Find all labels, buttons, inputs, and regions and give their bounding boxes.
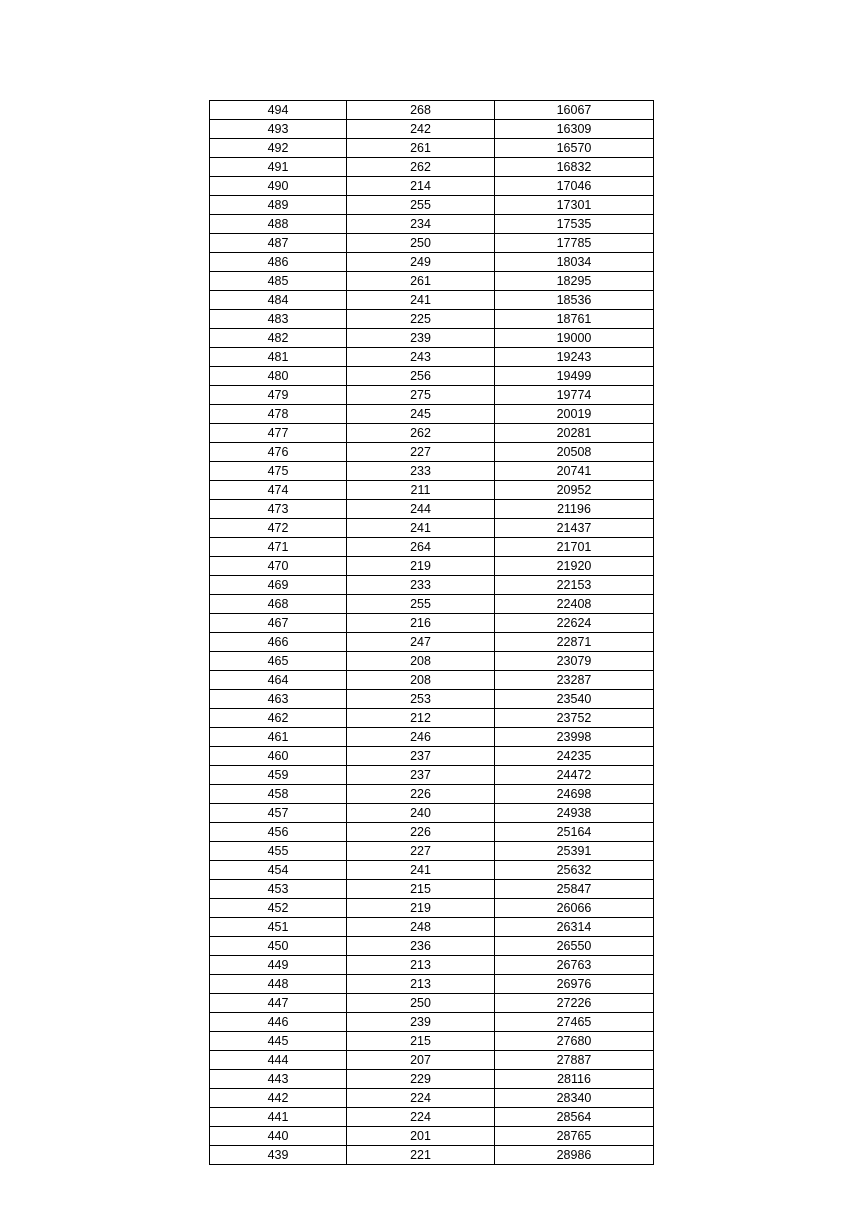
table-cell-count: 226 bbox=[347, 785, 495, 804]
table-cell-cumulative: 20952 bbox=[495, 481, 654, 500]
table-row bbox=[210, 842, 654, 861]
table-row bbox=[210, 861, 654, 880]
table-cell-score: 454 bbox=[210, 861, 347, 880]
table-cell-score: 457 bbox=[210, 804, 347, 823]
table-row bbox=[210, 880, 654, 899]
table-cell-count: 261 bbox=[347, 139, 495, 158]
table-row bbox=[210, 386, 654, 405]
table-cell-score: 465 bbox=[210, 652, 347, 671]
table-row bbox=[210, 310, 654, 329]
table-cell-score: 485 bbox=[210, 272, 347, 291]
table-cell-score: 463 bbox=[210, 690, 347, 709]
table-cell-score: 484 bbox=[210, 291, 347, 310]
table-cell-cumulative: 26976 bbox=[495, 975, 654, 994]
table-cell-cumulative: 28765 bbox=[495, 1127, 654, 1146]
table-cell-cumulative: 26314 bbox=[495, 918, 654, 937]
table-cell-cumulative: 21920 bbox=[495, 557, 654, 576]
table-row bbox=[210, 595, 654, 614]
table-row bbox=[210, 785, 654, 804]
table-cell-cumulative: 18034 bbox=[495, 253, 654, 272]
table-cell-count: 250 bbox=[347, 234, 495, 253]
table-row bbox=[210, 101, 654, 120]
table-row bbox=[210, 652, 654, 671]
table-cell-count: 268 bbox=[347, 101, 495, 120]
table-cell-cumulative: 27465 bbox=[495, 1013, 654, 1032]
table-cell-count: 224 bbox=[347, 1108, 495, 1127]
table-cell-cumulative: 24472 bbox=[495, 766, 654, 785]
table-cell-count: 234 bbox=[347, 215, 495, 234]
table-cell-score: 452 bbox=[210, 899, 347, 918]
table-cell-count: 208 bbox=[347, 652, 495, 671]
table-row bbox=[210, 1089, 654, 1108]
table-row bbox=[210, 918, 654, 937]
table-cell-cumulative: 20281 bbox=[495, 424, 654, 443]
table-cell-score: 440 bbox=[210, 1127, 347, 1146]
table-cell-count: 216 bbox=[347, 614, 495, 633]
table-cell-cumulative: 18536 bbox=[495, 291, 654, 310]
table-cell-score: 450 bbox=[210, 937, 347, 956]
table-cell-count: 248 bbox=[347, 918, 495, 937]
table-cell-cumulative: 27680 bbox=[495, 1032, 654, 1051]
table-cell-cumulative: 25391 bbox=[495, 842, 654, 861]
table-cell-cumulative: 24938 bbox=[495, 804, 654, 823]
table-cell-count: 241 bbox=[347, 861, 495, 880]
table-cell-cumulative: 24235 bbox=[495, 747, 654, 766]
table-cell-score: 480 bbox=[210, 367, 347, 386]
table-row bbox=[210, 424, 654, 443]
table-cell-score: 469 bbox=[210, 576, 347, 595]
table-cell-score: 470 bbox=[210, 557, 347, 576]
table-cell-score: 453 bbox=[210, 880, 347, 899]
table-cell-cumulative: 25847 bbox=[495, 880, 654, 899]
table-row bbox=[210, 1013, 654, 1032]
table-cell-count: 215 bbox=[347, 1032, 495, 1051]
table-row bbox=[210, 633, 654, 652]
table-cell-score: 474 bbox=[210, 481, 347, 500]
table-cell-cumulative: 18295 bbox=[495, 272, 654, 291]
table-cell-score: 459 bbox=[210, 766, 347, 785]
table-cell-cumulative: 26550 bbox=[495, 937, 654, 956]
table-cell-count: 245 bbox=[347, 405, 495, 424]
table-row bbox=[210, 405, 654, 424]
table-cell-count: 233 bbox=[347, 462, 495, 481]
table-row bbox=[210, 177, 654, 196]
table-cell-count: 236 bbox=[347, 937, 495, 956]
table-cell-count: 250 bbox=[347, 994, 495, 1013]
table-cell-cumulative: 26066 bbox=[495, 899, 654, 918]
table-cell-count: 249 bbox=[347, 253, 495, 272]
table-cell-count: 227 bbox=[347, 842, 495, 861]
table-row bbox=[210, 975, 654, 994]
table-cell-count: 253 bbox=[347, 690, 495, 709]
table-cell-count: 255 bbox=[347, 595, 495, 614]
table-cell-count: 201 bbox=[347, 1127, 495, 1146]
table-cell-cumulative: 17535 bbox=[495, 215, 654, 234]
table-cell-score: 458 bbox=[210, 785, 347, 804]
table-row bbox=[210, 272, 654, 291]
table-cell-count: 242 bbox=[347, 120, 495, 139]
table-cell-score: 451 bbox=[210, 918, 347, 937]
table-cell-cumulative: 16570 bbox=[495, 139, 654, 158]
table-cell-cumulative: 25164 bbox=[495, 823, 654, 842]
table-cell-cumulative: 26763 bbox=[495, 956, 654, 975]
table-cell-cumulative: 19243 bbox=[495, 348, 654, 367]
table-cell-score: 486 bbox=[210, 253, 347, 272]
table-row bbox=[210, 1146, 654, 1165]
table-cell-score: 491 bbox=[210, 158, 347, 177]
table-cell-count: 226 bbox=[347, 823, 495, 842]
table-cell-score: 466 bbox=[210, 633, 347, 652]
table-row bbox=[210, 500, 654, 519]
table-cell-cumulative: 18761 bbox=[495, 310, 654, 329]
table-cell-cumulative: 28986 bbox=[495, 1146, 654, 1165]
table-cell-count: 239 bbox=[347, 1013, 495, 1032]
table-cell-score: 490 bbox=[210, 177, 347, 196]
table-cell-count: 213 bbox=[347, 975, 495, 994]
table-row bbox=[210, 196, 654, 215]
table-cell-cumulative: 21437 bbox=[495, 519, 654, 538]
table-cell-cumulative: 27226 bbox=[495, 994, 654, 1013]
table-row bbox=[210, 291, 654, 310]
table-cell-score: 442 bbox=[210, 1089, 347, 1108]
table-row bbox=[210, 766, 654, 785]
table-cell-cumulative: 23079 bbox=[495, 652, 654, 671]
table-cell-count: 239 bbox=[347, 329, 495, 348]
table-cell-count: 211 bbox=[347, 481, 495, 500]
table-cell-score: 468 bbox=[210, 595, 347, 614]
table-row bbox=[210, 728, 654, 747]
table-cell-cumulative: 25632 bbox=[495, 861, 654, 880]
table-cell-count: 229 bbox=[347, 1070, 495, 1089]
table-cell-count: 261 bbox=[347, 272, 495, 291]
table-cell-cumulative: 16309 bbox=[495, 120, 654, 139]
table-row bbox=[210, 690, 654, 709]
table-cell-count: 244 bbox=[347, 500, 495, 519]
table-cell-score: 448 bbox=[210, 975, 347, 994]
table-cell-cumulative: 24698 bbox=[495, 785, 654, 804]
table-row bbox=[210, 671, 654, 690]
table-cell-cumulative: 22624 bbox=[495, 614, 654, 633]
table-cell-count: 219 bbox=[347, 899, 495, 918]
score-distribution-table bbox=[209, 100, 654, 1165]
table-cell-cumulative: 23287 bbox=[495, 671, 654, 690]
table-cell-count: 233 bbox=[347, 576, 495, 595]
table-row bbox=[210, 253, 654, 272]
table-cell-cumulative: 19774 bbox=[495, 386, 654, 405]
table-cell-cumulative: 17785 bbox=[495, 234, 654, 253]
table-cell-count: 255 bbox=[347, 196, 495, 215]
table-cell-count: 227 bbox=[347, 443, 495, 462]
table-row bbox=[210, 576, 654, 595]
table-cell-score: 483 bbox=[210, 310, 347, 329]
table-cell-count: 208 bbox=[347, 671, 495, 690]
table-cell-cumulative: 17046 bbox=[495, 177, 654, 196]
table-cell-cumulative: 21196 bbox=[495, 500, 654, 519]
table-cell-cumulative: 19499 bbox=[495, 367, 654, 386]
table-cell-score: 479 bbox=[210, 386, 347, 405]
table-cell-count: 221 bbox=[347, 1146, 495, 1165]
table-cell-cumulative: 28116 bbox=[495, 1070, 654, 1089]
table-cell-cumulative: 28340 bbox=[495, 1089, 654, 1108]
table-row bbox=[210, 538, 654, 557]
table-cell-score: 441 bbox=[210, 1108, 347, 1127]
table-cell-score: 488 bbox=[210, 215, 347, 234]
table-cell-score: 455 bbox=[210, 842, 347, 861]
table-cell-score: 493 bbox=[210, 120, 347, 139]
table-cell-score: 478 bbox=[210, 405, 347, 424]
table-cell-cumulative: 16832 bbox=[495, 158, 654, 177]
table-cell-score: 444 bbox=[210, 1051, 347, 1070]
table-row bbox=[210, 557, 654, 576]
table-cell-count: 214 bbox=[347, 177, 495, 196]
table-cell-score: 472 bbox=[210, 519, 347, 538]
table-cell-cumulative: 20741 bbox=[495, 462, 654, 481]
score-table-container bbox=[209, 100, 653, 1165]
table-cell-cumulative: 22408 bbox=[495, 595, 654, 614]
table-row bbox=[210, 215, 654, 234]
table-row bbox=[210, 614, 654, 633]
table-cell-cumulative: 16067 bbox=[495, 101, 654, 120]
table-cell-count: 237 bbox=[347, 766, 495, 785]
table-cell-count: 237 bbox=[347, 747, 495, 766]
table-cell-count: 224 bbox=[347, 1089, 495, 1108]
table-cell-score: 449 bbox=[210, 956, 347, 975]
table-cell-count: 241 bbox=[347, 519, 495, 538]
table-cell-score: 487 bbox=[210, 234, 347, 253]
table-cell-count: 243 bbox=[347, 348, 495, 367]
table-cell-score: 489 bbox=[210, 196, 347, 215]
table-cell-count: 246 bbox=[347, 728, 495, 747]
table-cell-cumulative: 22153 bbox=[495, 576, 654, 595]
table-cell-score: 471 bbox=[210, 538, 347, 557]
table-cell-score: 492 bbox=[210, 139, 347, 158]
table-cell-cumulative: 23752 bbox=[495, 709, 654, 728]
table-cell-score: 467 bbox=[210, 614, 347, 633]
table-cell-count: 264 bbox=[347, 538, 495, 557]
table-cell-score: 464 bbox=[210, 671, 347, 690]
table-cell-score: 481 bbox=[210, 348, 347, 367]
table-row bbox=[210, 823, 654, 842]
table-cell-score: 443 bbox=[210, 1070, 347, 1089]
table-cell-cumulative: 21701 bbox=[495, 538, 654, 557]
table-row bbox=[210, 329, 654, 348]
table-cell-cumulative: 28564 bbox=[495, 1108, 654, 1127]
table-cell-count: 215 bbox=[347, 880, 495, 899]
table-row bbox=[210, 481, 654, 500]
table-cell-score: 473 bbox=[210, 500, 347, 519]
table-row bbox=[210, 367, 654, 386]
table-cell-score: 439 bbox=[210, 1146, 347, 1165]
table-row bbox=[210, 1051, 654, 1070]
table-cell-cumulative: 23998 bbox=[495, 728, 654, 747]
table-cell-score: 475 bbox=[210, 462, 347, 481]
table-cell-count: 275 bbox=[347, 386, 495, 405]
table-cell-cumulative: 20019 bbox=[495, 405, 654, 424]
table-cell-score: 461 bbox=[210, 728, 347, 747]
table-cell-count: 262 bbox=[347, 158, 495, 177]
table-cell-cumulative: 23540 bbox=[495, 690, 654, 709]
table-cell-count: 207 bbox=[347, 1051, 495, 1070]
table-cell-count: 213 bbox=[347, 956, 495, 975]
table-row bbox=[210, 937, 654, 956]
table-row bbox=[210, 1127, 654, 1146]
table-cell-count: 219 bbox=[347, 557, 495, 576]
table-cell-count: 241 bbox=[347, 291, 495, 310]
table-row bbox=[210, 1108, 654, 1127]
table-row bbox=[210, 747, 654, 766]
table-row bbox=[210, 139, 654, 158]
table-row bbox=[210, 709, 654, 728]
table-row bbox=[210, 956, 654, 975]
table-row bbox=[210, 443, 654, 462]
table-row bbox=[210, 899, 654, 918]
table-cell-cumulative: 19000 bbox=[495, 329, 654, 348]
table-cell-score: 482 bbox=[210, 329, 347, 348]
table-cell-cumulative: 22871 bbox=[495, 633, 654, 652]
table-cell-score: 460 bbox=[210, 747, 347, 766]
table-row bbox=[210, 348, 654, 367]
table-cell-count: 240 bbox=[347, 804, 495, 823]
table-row bbox=[210, 1032, 654, 1051]
table-cell-cumulative: 17301 bbox=[495, 196, 654, 215]
table-row bbox=[210, 462, 654, 481]
table-cell-count: 212 bbox=[347, 709, 495, 728]
table-row bbox=[210, 234, 654, 253]
table-cell-score: 494 bbox=[210, 101, 347, 120]
table-cell-cumulative: 20508 bbox=[495, 443, 654, 462]
table-cell-score: 477 bbox=[210, 424, 347, 443]
table-cell-count: 225 bbox=[347, 310, 495, 329]
table-row bbox=[210, 519, 654, 538]
table-cell-score: 446 bbox=[210, 1013, 347, 1032]
table-row bbox=[210, 1070, 654, 1089]
table-row bbox=[210, 120, 654, 139]
table-row bbox=[210, 804, 654, 823]
table-cell-cumulative: 27887 bbox=[495, 1051, 654, 1070]
table-cell-score: 445 bbox=[210, 1032, 347, 1051]
table-cell-score: 447 bbox=[210, 994, 347, 1013]
table-row bbox=[210, 158, 654, 177]
table-cell-score: 462 bbox=[210, 709, 347, 728]
table-cell-count: 262 bbox=[347, 424, 495, 443]
table-cell-score: 476 bbox=[210, 443, 347, 462]
table-cell-score: 456 bbox=[210, 823, 347, 842]
table-cell-count: 256 bbox=[347, 367, 495, 386]
score-table-body bbox=[210, 101, 654, 1165]
table-cell-count: 247 bbox=[347, 633, 495, 652]
table-row bbox=[210, 994, 654, 1013]
